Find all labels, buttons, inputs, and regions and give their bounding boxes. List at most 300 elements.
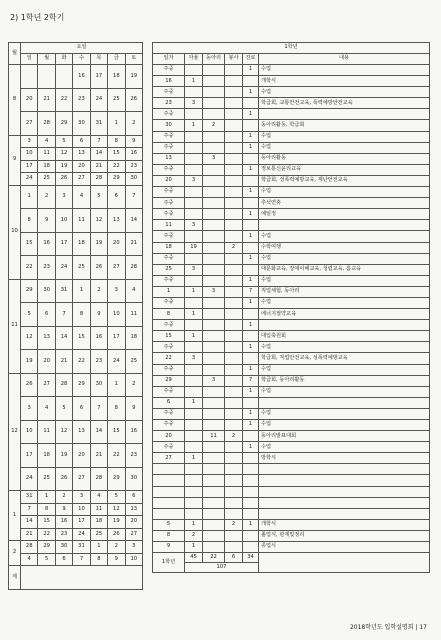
day-cell: 29 [55,112,72,136]
schedule-cell: 1 [185,331,203,342]
day-cell: 1 [108,112,125,136]
schedule-cell: 1 [243,364,259,375]
day-cell: 10 [21,420,38,444]
schedule-content-cell: 동아리활동, 학급회 [259,120,430,131]
schedule-row [153,187,430,198]
schedule-row [153,65,430,76]
grand-total: 107 [185,563,259,573]
schedule-cell: 22 [153,353,185,364]
schedule-cell [185,364,203,375]
schedule-cell [225,109,243,120]
schedule-cell [185,320,203,331]
schedule-cell [203,109,225,120]
day-cell: 20 [38,350,55,374]
schedule-cell [185,187,203,198]
schedule-content-cell: 졸업식, 관계및정리 [259,530,430,541]
calendar-week-row [9,65,143,89]
schedule-cell: 27 [153,453,185,464]
schedule-cell [185,275,203,286]
total-empty [21,566,143,590]
schedule-cell [225,408,243,419]
day-cell: 11 [38,148,55,161]
schedule-cell [203,331,225,342]
schedule-cell: 25 [153,264,185,275]
schedule-cell [225,187,243,198]
schedule-cell: 1 [243,209,259,220]
day-cell: 25 [125,350,142,374]
schedule-cell [225,253,243,264]
schedule-cell: 주중 [153,364,185,375]
schedule-cell [225,264,243,275]
schedule-cell [225,153,243,164]
day-cell: 27 [125,528,142,541]
schedule-cell: 1 [243,275,259,286]
day-cell: 12 [21,326,38,350]
schedule-content-cell: 수업 [259,442,430,453]
calendar-week-row [9,232,143,256]
day-cell: 13 [125,503,142,516]
schedule-cell [243,242,259,253]
day-cell: 27 [73,467,90,491]
schedule-cell [225,142,243,153]
schedule-cell [225,297,243,308]
day-cell: 23 [38,256,55,280]
schedule-cell [185,431,203,442]
schedule-cell [203,486,225,497]
schedule-cell [243,353,259,364]
schedule-cell [243,331,259,342]
day-cell: 25 [73,256,90,280]
schedule-cell [225,309,243,320]
schedule-row [153,198,430,209]
schedule-cell [185,475,203,486]
day-cell: 22 [55,88,72,112]
schedule-cell [203,98,225,109]
schedule-cell [185,386,203,397]
day-cell: 26 [55,173,72,186]
day-cell: 14 [90,420,107,444]
day-cell: 9 [90,303,107,327]
schedule-cell: 1 [243,519,259,530]
calendar-week-row [9,467,143,491]
schedule-cell: 1 [243,320,259,331]
day-cell: 1 [21,185,38,209]
schedule-cell: 3 [185,220,203,231]
day-cell: 23 [125,444,142,468]
day-cell: 5 [21,303,38,327]
calendar-header-row [9,43,143,54]
day-cell: 25 [38,467,55,491]
day-cell: 19 [90,232,107,256]
day-cell [55,65,72,89]
schedule-cell [225,453,243,464]
schedule-cell: 3 [203,153,225,164]
schedule-cell [203,76,225,87]
day-cell: 15 [108,148,125,161]
day-cell: 12 [108,503,125,516]
schedule-cell [153,464,185,475]
schedule-cell: 주중 [153,187,185,198]
schedule-cell: 11 [203,431,225,442]
schedule-cell: 3 [185,353,203,364]
day-cell: 13 [73,148,90,161]
schedule-cell [225,342,243,353]
schedule-total-row [153,553,430,563]
day-cell: 31 [21,491,38,504]
day-cell: 5 [55,135,72,148]
schedule-cell [203,508,225,519]
day-cell: 18 [38,444,55,468]
day-cell: 1 [73,279,90,303]
day-cell: 28 [55,373,72,397]
schedule-content-cell: 학급회, 동아리활동 [259,375,430,386]
day-cell: 9 [38,209,55,233]
schedule-content-cell: 에너지절약교육 [259,309,430,320]
schedule-content-cell: 수학여행 [259,242,430,253]
day-cell: 4 [125,279,142,303]
schedule-cell: 11 [153,220,185,231]
schedule-row [153,142,430,153]
schedule-cell [203,297,225,308]
calendar-week-row [9,135,143,148]
day-cell: 6 [108,185,125,209]
schedule-cell [185,87,203,98]
day-cell: 3 [108,279,125,303]
schedule-content-cell: 수업 [259,364,430,375]
schedule-cell [225,420,243,431]
schedule-cell: 1 [243,297,259,308]
schedule-content-cell [259,397,430,408]
schedule-row [153,408,430,419]
schedule-cell: 주중 [153,65,185,76]
schedule-row [153,442,430,453]
schedule-cell: 3 [203,286,225,297]
schedule-cell [225,286,243,297]
schedule-cell [225,231,243,242]
day-cell: 26 [125,88,142,112]
schedule-row [153,420,430,431]
schedule-cell [225,375,243,386]
schedule-cell [203,309,225,320]
schedule-row [153,475,430,486]
schedule-cell [243,220,259,231]
day-cell: 5 [90,185,107,209]
day-cell: 19 [21,350,38,374]
schedule-cell: 20 [153,431,185,442]
schedule-cell [243,397,259,408]
schedule-table [152,42,430,573]
schedule-cell [225,353,243,364]
day-cell: 21 [90,444,107,468]
day-cell: 13 [73,420,90,444]
schedule-row [153,519,430,530]
weekday-row [9,54,143,65]
day-cell: 19 [55,160,72,173]
day-cell: 19 [125,65,142,89]
day-cell: 10 [125,553,142,566]
schedule-cell [225,275,243,286]
day-cell: 17 [55,232,72,256]
schedule-row [153,242,430,253]
day-cell: 30 [125,173,142,186]
schedule-cell: 1 [243,386,259,397]
day-cell: 29 [38,541,55,554]
schedule-cell [185,209,203,220]
day-cell: 18 [38,160,55,173]
schedule-cell [203,397,225,408]
schedule-cell [203,187,225,198]
day-cell: 21 [38,88,55,112]
schedule-cell [225,397,243,408]
schedule-cell [203,253,225,264]
schedule-content-cell: 수업 [259,65,430,76]
calendar-week-row [9,553,143,566]
day-cell: 19 [108,516,125,529]
day-cell: 30 [55,541,72,554]
page-footer: 2018학년도 입학설명회 | 17 [349,624,427,631]
day-cell: 6 [55,553,72,566]
day-cell: 22 [73,350,90,374]
schedule-cell [203,519,225,530]
schedule-cell [185,375,203,386]
schedule-cell [203,453,225,464]
schedule-cell: 3 [185,264,203,275]
schedule-cell: 7 [243,375,259,386]
day-cell [38,65,55,89]
schedule-cell [203,364,225,375]
day-cell: 24 [21,173,38,186]
schedule-cell [203,542,225,553]
day-cell: 10 [73,503,90,516]
schedule-cell: 1 [185,120,203,131]
schedule-cell [243,497,259,508]
day-cell: 2 [38,185,55,209]
schedule-row [153,264,430,275]
day-cell: 6 [38,303,55,327]
schedule-cell [243,475,259,486]
day-cell: 10 [108,303,125,327]
schedule-row [153,364,430,375]
schedule-content-cell: 수업 [259,142,430,153]
day-cell: 28 [90,173,107,186]
schedule-cell: 1 [243,420,259,431]
schedule-cell [225,131,243,142]
schedule-row [153,220,430,231]
schedule-cell: 주중 [153,275,185,286]
schedule-content-cell: 추석연휴 [259,198,430,209]
schedule-content-cell [259,464,430,475]
day-cell: 3 [55,185,72,209]
schedule-cell [185,198,203,209]
schedule-cell: 2 [225,431,243,442]
month-label: 12 [9,373,21,491]
schedule-cell [185,486,203,497]
day-cell: 26 [108,528,125,541]
schedule-cell [185,342,203,353]
day-cell: 26 [55,467,72,491]
day-cell: 2 [125,112,142,136]
schedule-content-cell: 수업 [259,253,430,264]
schedule-cell: 23 [153,98,185,109]
day-cell: 14 [55,326,72,350]
day-cell: 6 [125,491,142,504]
schedule-cell: 2 [225,242,243,253]
schedule-cell [185,253,203,264]
schedule-row [153,231,430,242]
schedule-cell: 5 [153,519,185,530]
day-cell: 3 [21,135,38,148]
schedule-cell: 1 [185,542,203,553]
schedule-cell [243,530,259,541]
schedule-cell [225,331,243,342]
weekday-cell: 월 [38,54,55,65]
day-cell: 7 [90,135,107,148]
day-cell: 17 [21,160,38,173]
schedule-cell [203,220,225,231]
schedule-cell [243,120,259,131]
schedule-header-cell: 봉사 [225,54,243,65]
day-cell: 24 [21,467,38,491]
day-cell: 20 [73,444,90,468]
schedule-row [153,98,430,109]
day-cell: 15 [73,326,90,350]
schedule-cell [243,175,259,186]
month-label: 8 [9,65,21,136]
schedule-cell [225,486,243,497]
schedule-content-cell: 방학식 [259,453,430,464]
schedule-cell [225,464,243,475]
weekday-cell: 금 [108,54,125,65]
day-cell: 18 [108,65,125,89]
calendar-week-row [9,185,143,209]
day-cell: 8 [38,503,55,516]
day-cell: 12 [90,209,107,233]
schedule-row [153,431,430,442]
day-cell: 7 [90,397,107,421]
schedule-cell [225,475,243,486]
calendar-week-row [9,88,143,112]
schedule-cell [203,209,225,220]
day-cell: 29 [108,467,125,491]
day-cell: 27 [38,373,55,397]
schedule-cell: 1 [185,397,203,408]
month-label: 10 [9,185,21,279]
schedule-cell [243,264,259,275]
schedule-cell [185,164,203,175]
schedule-cell: 주중 [153,142,185,153]
schedule-cell [225,198,243,209]
schedule-cell: 2 [225,519,243,530]
day-cell: 14 [21,516,38,529]
day-cell: 25 [38,173,55,186]
schedule-cell [185,508,203,519]
schedule-cell: 주중 [153,198,185,209]
schedule-row [153,542,430,553]
calendar-week-row [9,279,143,303]
schedule-cell: 1 [243,342,259,353]
schedule-cell [203,164,225,175]
schedule-cell [225,65,243,76]
schedule-cell: 1 [243,65,259,76]
day-cell: 29 [108,173,125,186]
calendar-week-row [9,148,143,161]
schedule-cell: 주중 [153,109,185,120]
schedule-row [153,164,430,175]
weekday-group-header: 요일 [21,43,143,54]
day-cell: 7 [55,303,72,327]
day-cell: 10 [21,148,38,161]
total-cell: 22 [203,553,225,563]
schedule-content-cell: 동아리활동 [259,153,430,164]
schedule-cell [203,530,225,541]
schedule-cell [203,420,225,431]
schedule-header-cell: 내용 [259,54,430,65]
day-cell: 11 [38,420,55,444]
schedule-cell: 2 [203,120,225,131]
schedule-content-cell: 직업체험, 동아리 [259,286,430,297]
schedule-content-cell: 학급회, 교통안전교육, 폭력예방안전교육 [259,98,430,109]
day-cell: 11 [90,503,107,516]
schedule-content-cell: 수업 [259,342,430,353]
calendar-week-row [9,491,143,504]
day-cell: 23 [73,88,90,112]
schedule-cell [203,131,225,142]
schedule-content-cell: 종업식 [259,542,430,553]
schedule-content-cell: 수업 [259,231,430,242]
schedule-cell [203,464,225,475]
day-cell: 16 [55,516,72,529]
schedule-cell [243,98,259,109]
schedule-row [153,486,430,497]
calendar-week-row [9,516,143,529]
schedule-cell: 주중 [153,320,185,331]
calendar-table [8,42,143,590]
schedule-cell [243,542,259,553]
schedule-cell [243,76,259,87]
schedule-content-cell: 수업 [259,87,430,98]
schedule-title: 1학년 [153,43,430,54]
day-cell: 3 [21,397,38,421]
schedule-row [153,342,430,353]
calendar-week-row [9,397,143,421]
schedule-cell [185,408,203,419]
day-cell: 1 [90,541,107,554]
schedule-cell: 주중 [153,231,185,242]
day-cell: 3 [125,541,142,554]
schedule-content-cell: 수업 [259,386,430,397]
schedule-header-cell: 일자 [153,54,185,65]
schedule-cell [243,464,259,475]
day-cell: 28 [38,112,55,136]
day-cell: 12 [55,420,72,444]
schedule-content-cell: 개학식 [259,76,430,87]
day-cell: 22 [108,160,125,173]
day-cell: 4 [38,397,55,421]
day-cell: 17 [73,516,90,529]
schedule-cell: 3 [203,375,225,386]
section-title: 2) 1학년 2학기 [10,13,65,22]
day-cell: 10 [55,209,72,233]
schedule-row [153,530,430,541]
day-cell: 16 [73,65,90,89]
day-cell: 4 [21,553,38,566]
day-cell: 27 [21,112,38,136]
schedule-content-cell: 수업 [259,408,430,419]
weekday-cell: 일 [21,54,38,65]
day-cell: 9 [125,397,142,421]
schedule-row [153,209,430,220]
schedule-content-cell: 동아리발표대회 [259,431,430,442]
